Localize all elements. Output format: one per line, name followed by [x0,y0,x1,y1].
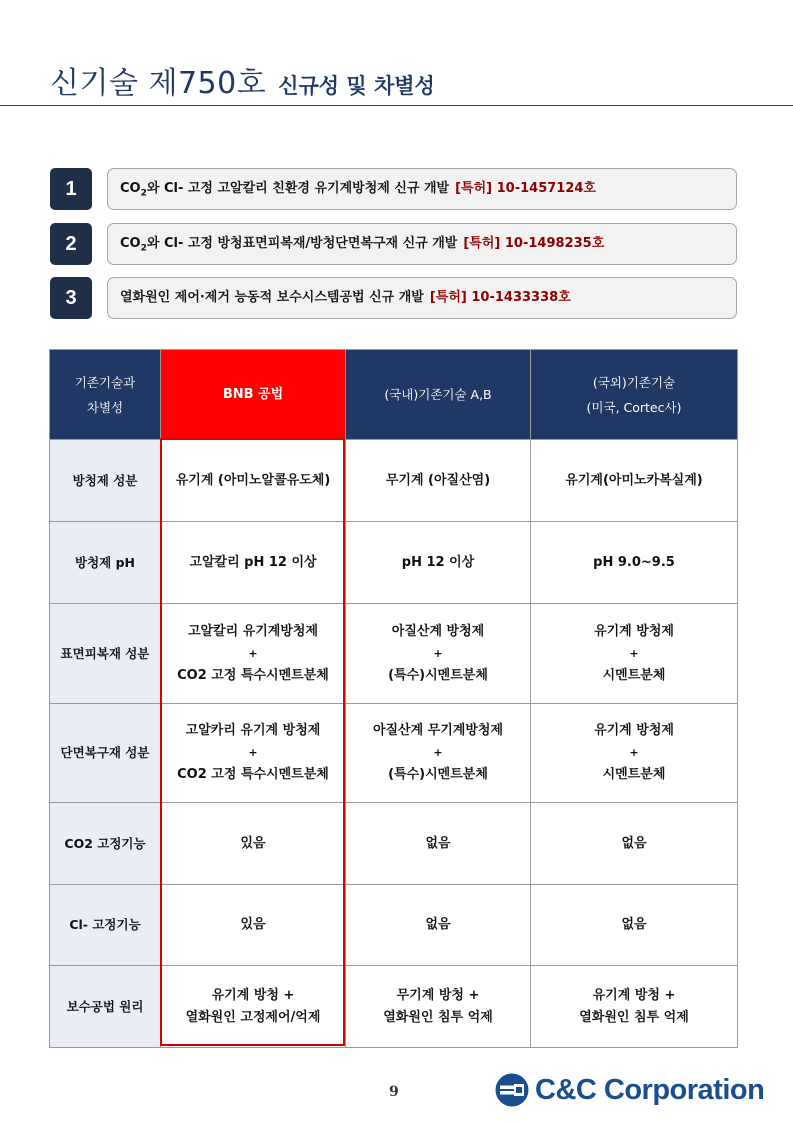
page-number: 9 [389,1084,399,1100]
header-domestic-tech: (국내)기존기술 A,B [346,350,531,440]
bnb-cell: 유기계 (아미노알콜유도체) [161,440,346,522]
row-label: 방청제 pH [50,522,161,604]
bnb-cell: 고알칼리 pH 12 이상 [161,522,346,604]
header-comparison: 기존기술과 차별성 [50,350,161,440]
header-foreign-tech: (국외)기존기술 (미국, Cortec사) [531,350,738,440]
page-title [50,58,435,102]
item-number-badge: 2 [50,223,92,265]
bnb-cell: 있음 [161,885,346,966]
row-label: Cl- 고정기능 [50,885,161,966]
patent-number: [특허] 10-1457124호 [455,181,596,196]
bnb-cell: 유기계 방청 + 열화원인 고정제어/억제 [161,966,346,1048]
foreign-cell: 유기계(아미노카복실계) [531,440,738,522]
domestic-cell: 없음 [346,885,531,966]
table-row [50,803,738,885]
patent-number: [특허] 10-1433338호 [429,290,571,305]
comparison-table [49,349,738,1048]
item-number-badge: 1 [50,168,92,210]
novelty-item-2 [50,223,737,265]
foreign-cell: 유기계 방청제 + 시멘트분체 [531,704,738,803]
domestic-cell: 없음 [346,803,531,885]
bnb-cell: 있음 [161,803,346,885]
title-divider [0,105,793,106]
row-label: 표면피복재 성분 [50,604,161,704]
novelty-item-1 [50,168,737,210]
company-logo [495,1070,764,1110]
row-label: 보수공법 원리 [50,966,161,1048]
table-header-row [50,350,738,440]
row-label: 방청제 성분 [50,440,161,522]
bnb-cell: 고알칼리 유기계방청제 + CO2 고정 특수시멘트분체 [161,604,346,704]
domestic-cell: pH 12 이상 [346,522,531,604]
table-row [50,522,738,604]
page-title-sub: 신규성 및 차별성 [278,74,435,98]
table-row [50,604,738,704]
company-name: C&C Corporation [535,1073,765,1106]
table-row [50,966,738,1048]
domestic-cell: 무기계 (아질산염) [346,440,531,522]
patent-number: [특허] 10-1498235호 [463,236,605,251]
foreign-cell: 유기계 방청제 + 시멘트분체 [531,604,738,704]
header-bnb-method: BNB 공법 [161,350,346,440]
page-title-main: 신기술 제750호 [50,66,267,101]
item-number-badge: 3 [50,277,92,319]
row-label: 단면복구재 성분 [50,704,161,803]
item-text-box: 열화원인 제어·제거 능동적 보수시스템공법 신규 개발 [특허] 10-1433338호 [107,277,737,319]
bnb-cell: 고알카리 유기계 방청제 + CO2 고정 특수시멘트분체 [161,704,346,803]
item-text-box: $CO_2$와 Cl- 고정 방청표면피복재/방청단면복구재 신규 개발 [특허] 10-1498235호 [107,223,737,265]
domestic-cell: 아질산계 방청제 + (특수)시멘트분체 [346,604,531,704]
foreign-cell: 없음 [531,885,738,966]
row-label: CO2 고정기능 [50,803,161,885]
table-row [50,440,738,522]
foreign-cell: pH 9.0~9.5 [531,522,738,604]
company-logo-icon [495,1073,529,1107]
item-text-box: $CO_2$와 Cl- 고정 고알칼리 친환경 유기계방청제 신규 개발 [특허] 10-1457124호 [107,168,737,210]
foreign-cell: 없음 [531,803,738,885]
novelty-item-3 [50,277,737,319]
foreign-cell: 유기계 방청 + 열화원인 침투 억제 [531,966,738,1048]
table-row [50,885,738,966]
domestic-cell: 아질산계 무기계방청제 + (특수)시멘트분체 [346,704,531,803]
domestic-cell: 무기계 방청 + 열화원인 침투 억제 [346,966,531,1048]
table-row [50,704,738,803]
